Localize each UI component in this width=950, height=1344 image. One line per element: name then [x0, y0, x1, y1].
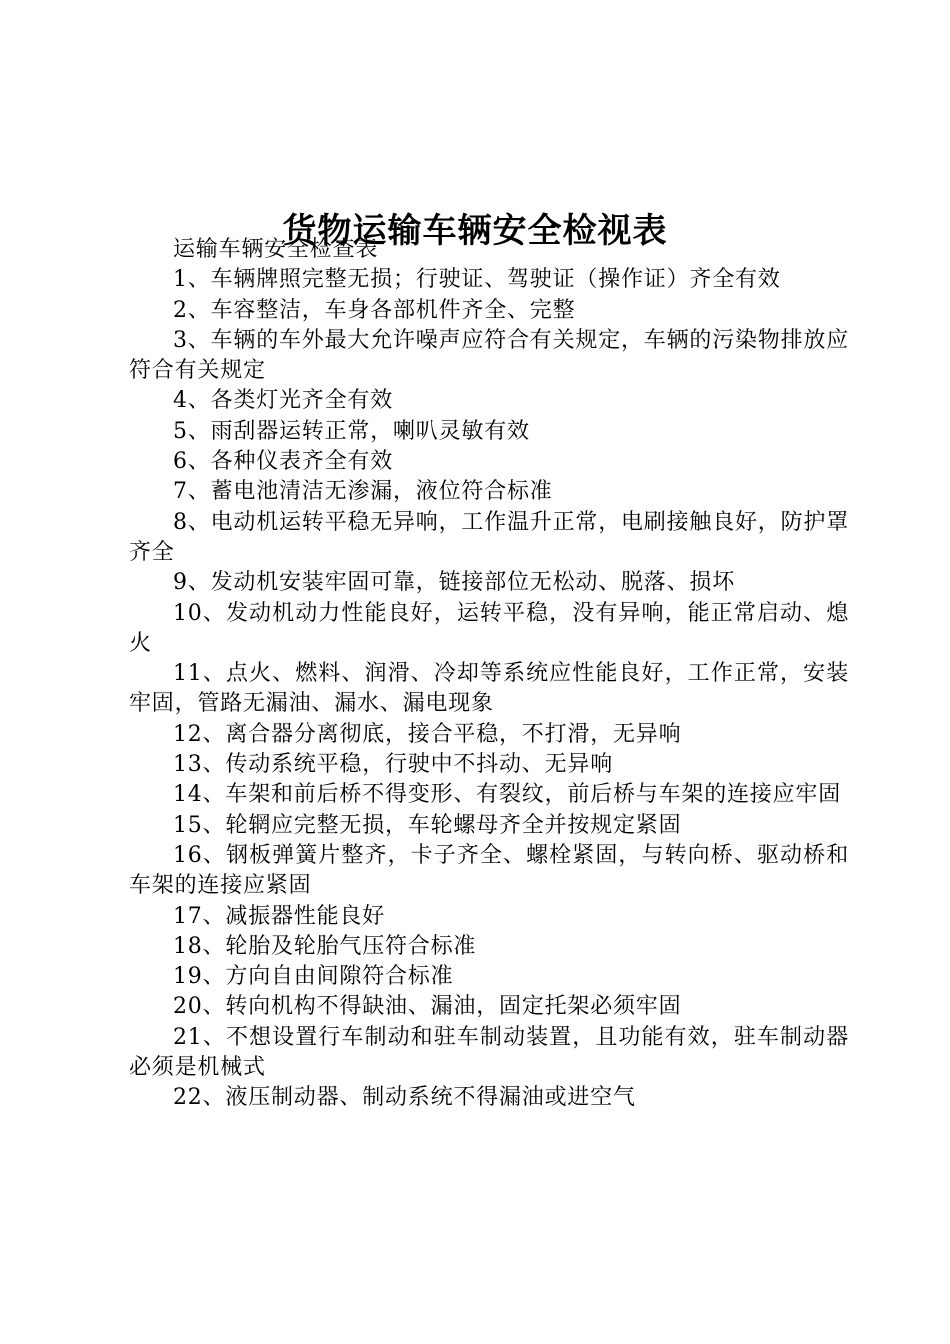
- checklist-item-6: 6、各种仪表齐全有效: [173, 449, 393, 475]
- checklist-item-19: 19、方向自由间隙符合标准: [173, 964, 454, 990]
- checklist-item-10: 10、发动机动力性能良好，运转平稳，没有异响，能正常启动、熄火: [129, 600, 849, 656]
- checklist-item-13: 13、传动系统平稳，行驶中不抖动、无异响: [173, 752, 613, 778]
- checklist-item-16: 16、钢板弹簧片整齐，卡子齐全、螺栓紧固，与转向桥、驱动桥和车架的连接应紧固: [129, 842, 849, 899]
- checklist-item-12: 12、离合器分离彻底，接合平稳，不打滑，无异响: [173, 721, 682, 747]
- checklist-item-1: 1、车辆牌照完整无损；行驶证、驾驶证（操作证）齐全有效: [173, 267, 781, 293]
- checklist-item-22: 22、液压制动器、制动系统不得漏油或进空气: [173, 1085, 636, 1111]
- page-title: 货物运输车辆安全检视表: [282, 210, 668, 251]
- checklist-item-11: 11、点火、燃料、润滑、冷却等系统应性能良好，工作正常，安装牢固，管路无漏油、漏水、漏电现象: [129, 661, 849, 717]
- checklist-item-14: 14、车架和前后桥不得变形、有裂纹，前后桥与车架的连接应牢固: [173, 782, 841, 808]
- checklist-item-21: 21、不想设置行车制动和驻车制动装置，且功能有效，驻车制动器必须是机械式: [129, 1024, 849, 1081]
- checklist-item-3: 3、车辆的车外最大允许噪声应符合有关规定，车辆的污染物排放应符合有关规定: [129, 327, 849, 384]
- paragraph-subtitle: 运输车辆安全检查表: [173, 237, 379, 262]
- checklist-item-18: 18、轮胎及轮胎气压符合标准: [173, 933, 477, 959]
- document-body: [129, 235, 849, 1114]
- checklist-item-5: 5、雨刮器运转正常，喇叭灵敏有效: [173, 418, 530, 444]
- checklist-item-2: 2、车容整洁，车身各部机件齐全、完整: [173, 297, 576, 323]
- checklist-item-7: 7、蓄电池清洁无渗漏，液位符合标准: [173, 479, 553, 505]
- checklist-item-9: 9、发动机安装牢固可靠，链接部位无松动、脱落、损坏: [173, 570, 735, 596]
- checklist-item-8: 8、电动机运转平稳无异响，工作温升正常，电刷接触良好，防护罩齐全: [129, 509, 849, 565]
- checklist-item-17: 17、减振器性能良好: [173, 903, 385, 929]
- checklist-item-20: 20、转向机构不得缺油、漏油，固定托架必须牢固: [173, 994, 682, 1020]
- checklist-item-4: 4、各类灯光齐全有效: [173, 388, 393, 414]
- checklist-item-15: 15、轮辋应完整无损，车轮螺母齐全并按规定紧固: [173, 812, 682, 838]
